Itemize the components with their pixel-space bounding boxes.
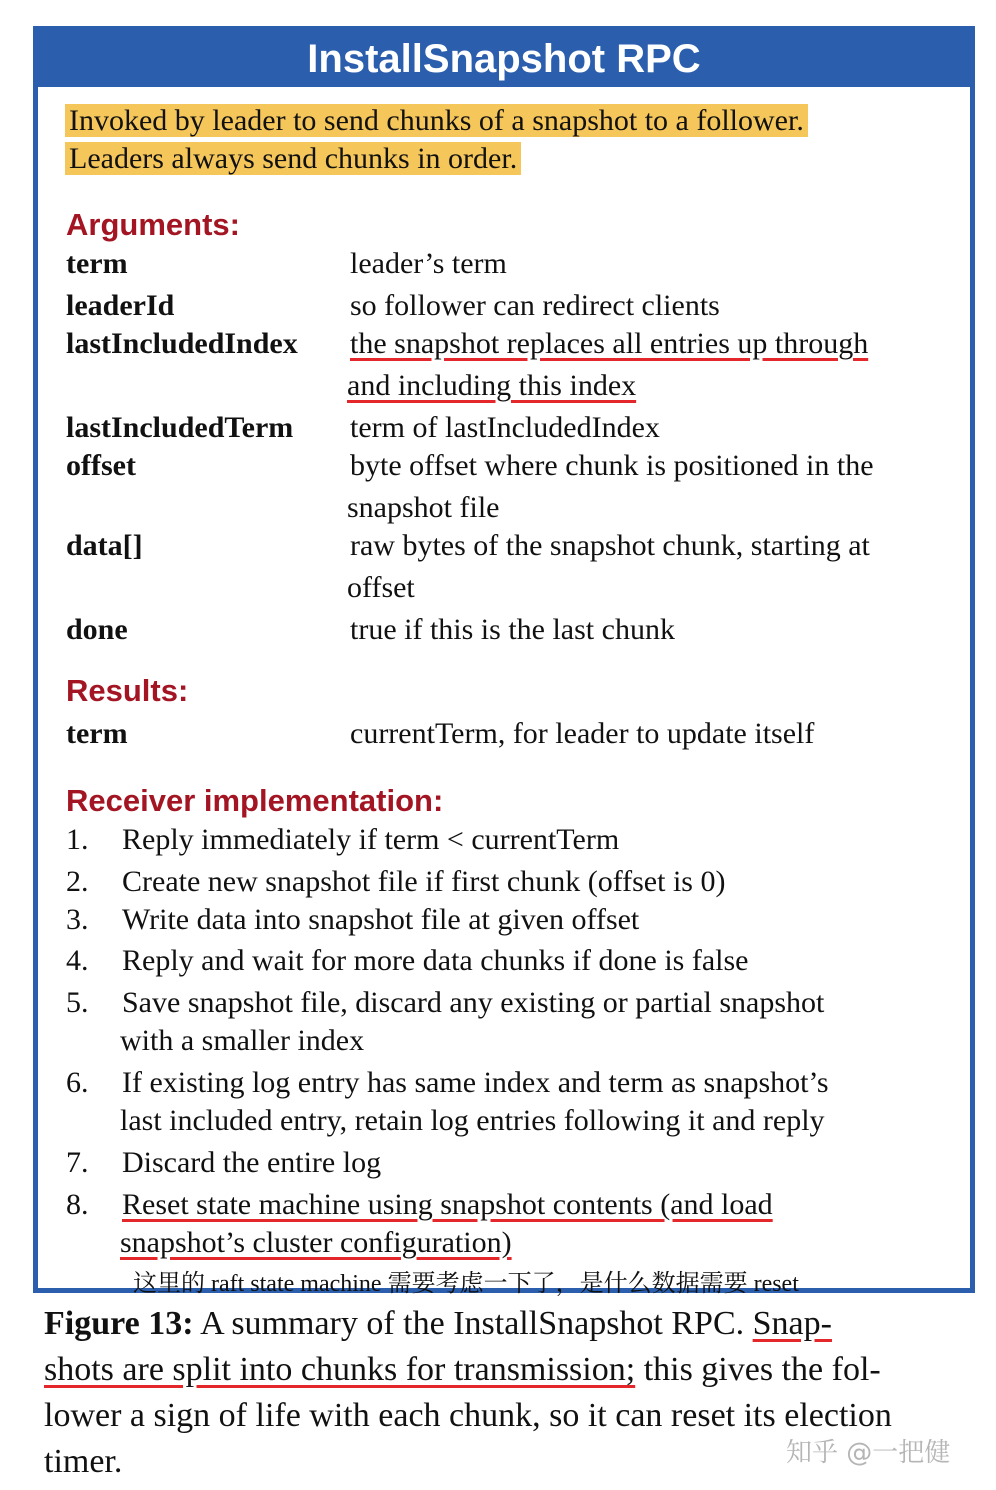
step-text: If existing log entry has same index and term as snapshot’s bbox=[122, 1066, 829, 1099]
step-number: 3. bbox=[66, 903, 89, 936]
handwritten-note: 这里的 raft state machine 需要考虑一下了，是什么数据需要 reset bbox=[133, 1271, 799, 1297]
step-text: Reply immediately if term < currentTerm bbox=[122, 823, 620, 856]
arg-desc: raw bytes of the snapshot chunk, starting at bbox=[350, 529, 870, 562]
step-text: Write data into snapshot file at given offset bbox=[122, 903, 640, 936]
caption-line bbox=[44, 1351, 881, 1389]
intro-line: Invoked by leader to send chunks of a snapshot to a follower. bbox=[65, 104, 808, 137]
caption-line: lower a sign of life with each chunk, so it can reset its election bbox=[44, 1397, 892, 1434]
arg-name: term bbox=[66, 247, 128, 280]
step-number: 5. bbox=[66, 986, 89, 1019]
arg-desc: byte offset where chunk is positioned in the bbox=[350, 449, 874, 482]
step-number: 4. bbox=[66, 944, 89, 977]
intro-line: Leaders always send chunks in order. bbox=[65, 142, 521, 175]
intro-text bbox=[65, 141, 521, 177]
step-text: with a smaller index bbox=[120, 1024, 365, 1057]
intro-text bbox=[65, 103, 808, 139]
step-text: Reply and wait for more data chunks if done is false bbox=[122, 944, 749, 977]
arg-desc: term of lastIncludedIndex bbox=[350, 411, 660, 444]
arguments-heading: Arguments: bbox=[66, 207, 240, 242]
step-number: 2. bbox=[66, 865, 89, 898]
arg-name: lastIncludedIndex bbox=[66, 327, 298, 360]
step-text-underlined: snapshot’s cluster configuration) bbox=[120, 1226, 512, 1259]
step-text: Create new snapshot file if first chunk (offset is 0) bbox=[122, 865, 726, 898]
arg-desc-underlined: and including this index bbox=[347, 369, 637, 402]
result-desc: currentTerm, for leader to update itself bbox=[350, 717, 815, 750]
arg-name: lastIncludedTerm bbox=[66, 411, 294, 444]
step-text: Discard the entire log bbox=[122, 1146, 382, 1179]
receiver-heading: Receiver implementation: bbox=[66, 783, 444, 818]
step-text: Save snapshot file, discard any existing or partial snapshot bbox=[122, 986, 825, 1019]
arg-name: data[] bbox=[66, 529, 143, 562]
caption-label: Figure 13: bbox=[44, 1305, 194, 1342]
caption-line bbox=[44, 1305, 832, 1343]
arg-desc: leader’s term bbox=[350, 247, 507, 280]
step-text-underlined: Reset state machine using snapshot contents (and load bbox=[122, 1188, 773, 1221]
step-number: 7. bbox=[66, 1146, 89, 1179]
arg-desc: snapshot file bbox=[347, 491, 500, 524]
caption-line: timer. bbox=[44, 1443, 123, 1480]
box-title: InstallSnapshot RPC bbox=[38, 31, 970, 87]
step-number: 1. bbox=[66, 823, 89, 856]
caption-underlined: Snap- bbox=[752, 1305, 832, 1342]
results-heading: Results: bbox=[66, 673, 189, 708]
rpc-summary-box bbox=[33, 26, 975, 1297]
caption-text: this gives the fol- bbox=[643, 1351, 881, 1388]
caption-text: A summary of the InstallSnapshot RPC. bbox=[200, 1305, 745, 1342]
arg-desc: so follower can redirect clients bbox=[350, 289, 720, 322]
arg-name: leaderId bbox=[66, 289, 175, 322]
step-number: 6. bbox=[66, 1066, 89, 1099]
arg-desc-underlined: the snapshot replaces all entries up through bbox=[350, 327, 869, 360]
step-text: last included entry, retain log entries following it and reply bbox=[120, 1104, 825, 1137]
arg-name: done bbox=[66, 613, 128, 646]
arg-desc: offset bbox=[347, 571, 415, 604]
arg-name: offset bbox=[66, 449, 136, 482]
arg-desc: true if this is the last chunk bbox=[350, 613, 675, 646]
watermark: 知乎 @一把健 bbox=[786, 1438, 951, 1468]
step-number: 8. bbox=[66, 1188, 89, 1221]
result-name: term bbox=[66, 717, 128, 750]
caption-underlined: shots are split into chunks for transmission; bbox=[44, 1351, 636, 1388]
